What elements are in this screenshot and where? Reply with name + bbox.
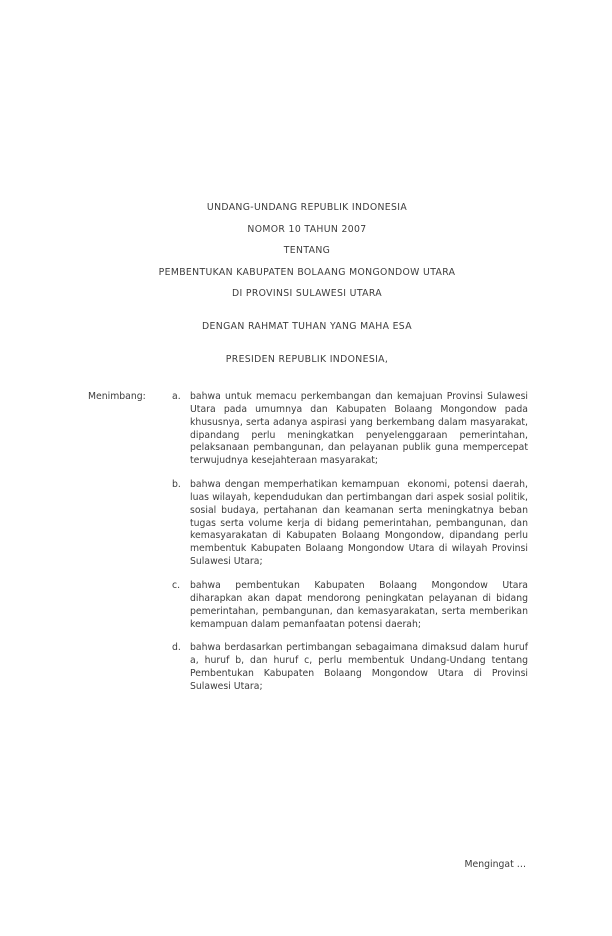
item-text-c: bahwa pembentukan Kabupaten Bolaang Mongondow Utara diharapkan akan dapat mendorong peningkatan pelayanan di bidang pemerintahan, pembangunan, dan kemasyarakatan, serta memberikan kemampuan dalam pemanfaatan potensi daerah; [190,579,534,630]
item-marker-a: a. [172,391,181,402]
subheading-blessing: DENGAN RAHMAT TUHAN YANG MAHA ESA [202,321,412,332]
considering-item-c [88,579,534,631]
considering-item-list [88,391,534,694]
subheading-authority: PRESIDEN REPUBLIK INDONESIA, [225,353,389,365]
document-subheading-block [88,321,526,365]
considering-section [88,391,534,694]
page-continuation-footer: Mengingat … [464,859,526,870]
considering-label: Menimbang: [88,391,146,402]
item-text-b: bahwa dengan memperhatikan kemampuan ekonomi, potensi daerah, luas wilayah, kependudukan dan pertimbangan dari aspek sosial politik, sosial budaya, pertahanan dan keamanan serta meningkatnya beban tugas serta volume kerja di bidang pemerintahan, pembangunan, dan kemasyarakatan di Kabupaten Bolaang Mongondow, dipandang perlu membentuk Kabupaten Bolaang Mongondow Utara di wilayah Provinsi Sulawesi Utara; [190,479,531,568]
considering-item-d [88,642,531,693]
item-marker-c: c. [172,579,181,591]
considering-item-b [88,479,531,569]
title-line-about: TENTANG [283,245,331,256]
item-marker-d: d. [172,642,181,654]
considering-item-a [88,391,531,468]
title-line-law-name: UNDANG-UNDANG REPUBLIK INDONESIA [206,202,408,213]
title-line-subject: PEMBENTUKAN KABUPATEN BOLAANG MONGONDOW UTARA [158,266,456,278]
title-line-province: DI PROVINSI SULAWESI UTARA [231,288,382,299]
title-line-number: NOMOR 10 TAHUN 2007 [247,223,367,235]
item-marker-b: b. [172,479,181,491]
document-title-block [88,197,526,305]
item-text-d: bahwa berdasarkan pertimbangan sebagaimana dimaksud dalam huruf a, huruf b, dan huruf c, perlu membentuk Undang-Undang tentang Pembentukan Kabupaten Bolaang Mongondow Utara di Provinsi Sulawesi Utara; [190,642,531,692]
item-text-a: bahwa untuk memacu perkembangan dan kemajuan Provinsi Sulawesi Utara pada umumnya dan Kabupaten Bolaang Mongondow pada khususnya, serta adanya aspirasi yang berkembang dalam masyarakat, dipandang perlu meningkatkan penyelenggaraan pemerintahan, pelaksanaan pembangunan, dan pelayanan publik guna mempercepat terwujudnya kesejahteraan masyarakat; [190,391,531,467]
